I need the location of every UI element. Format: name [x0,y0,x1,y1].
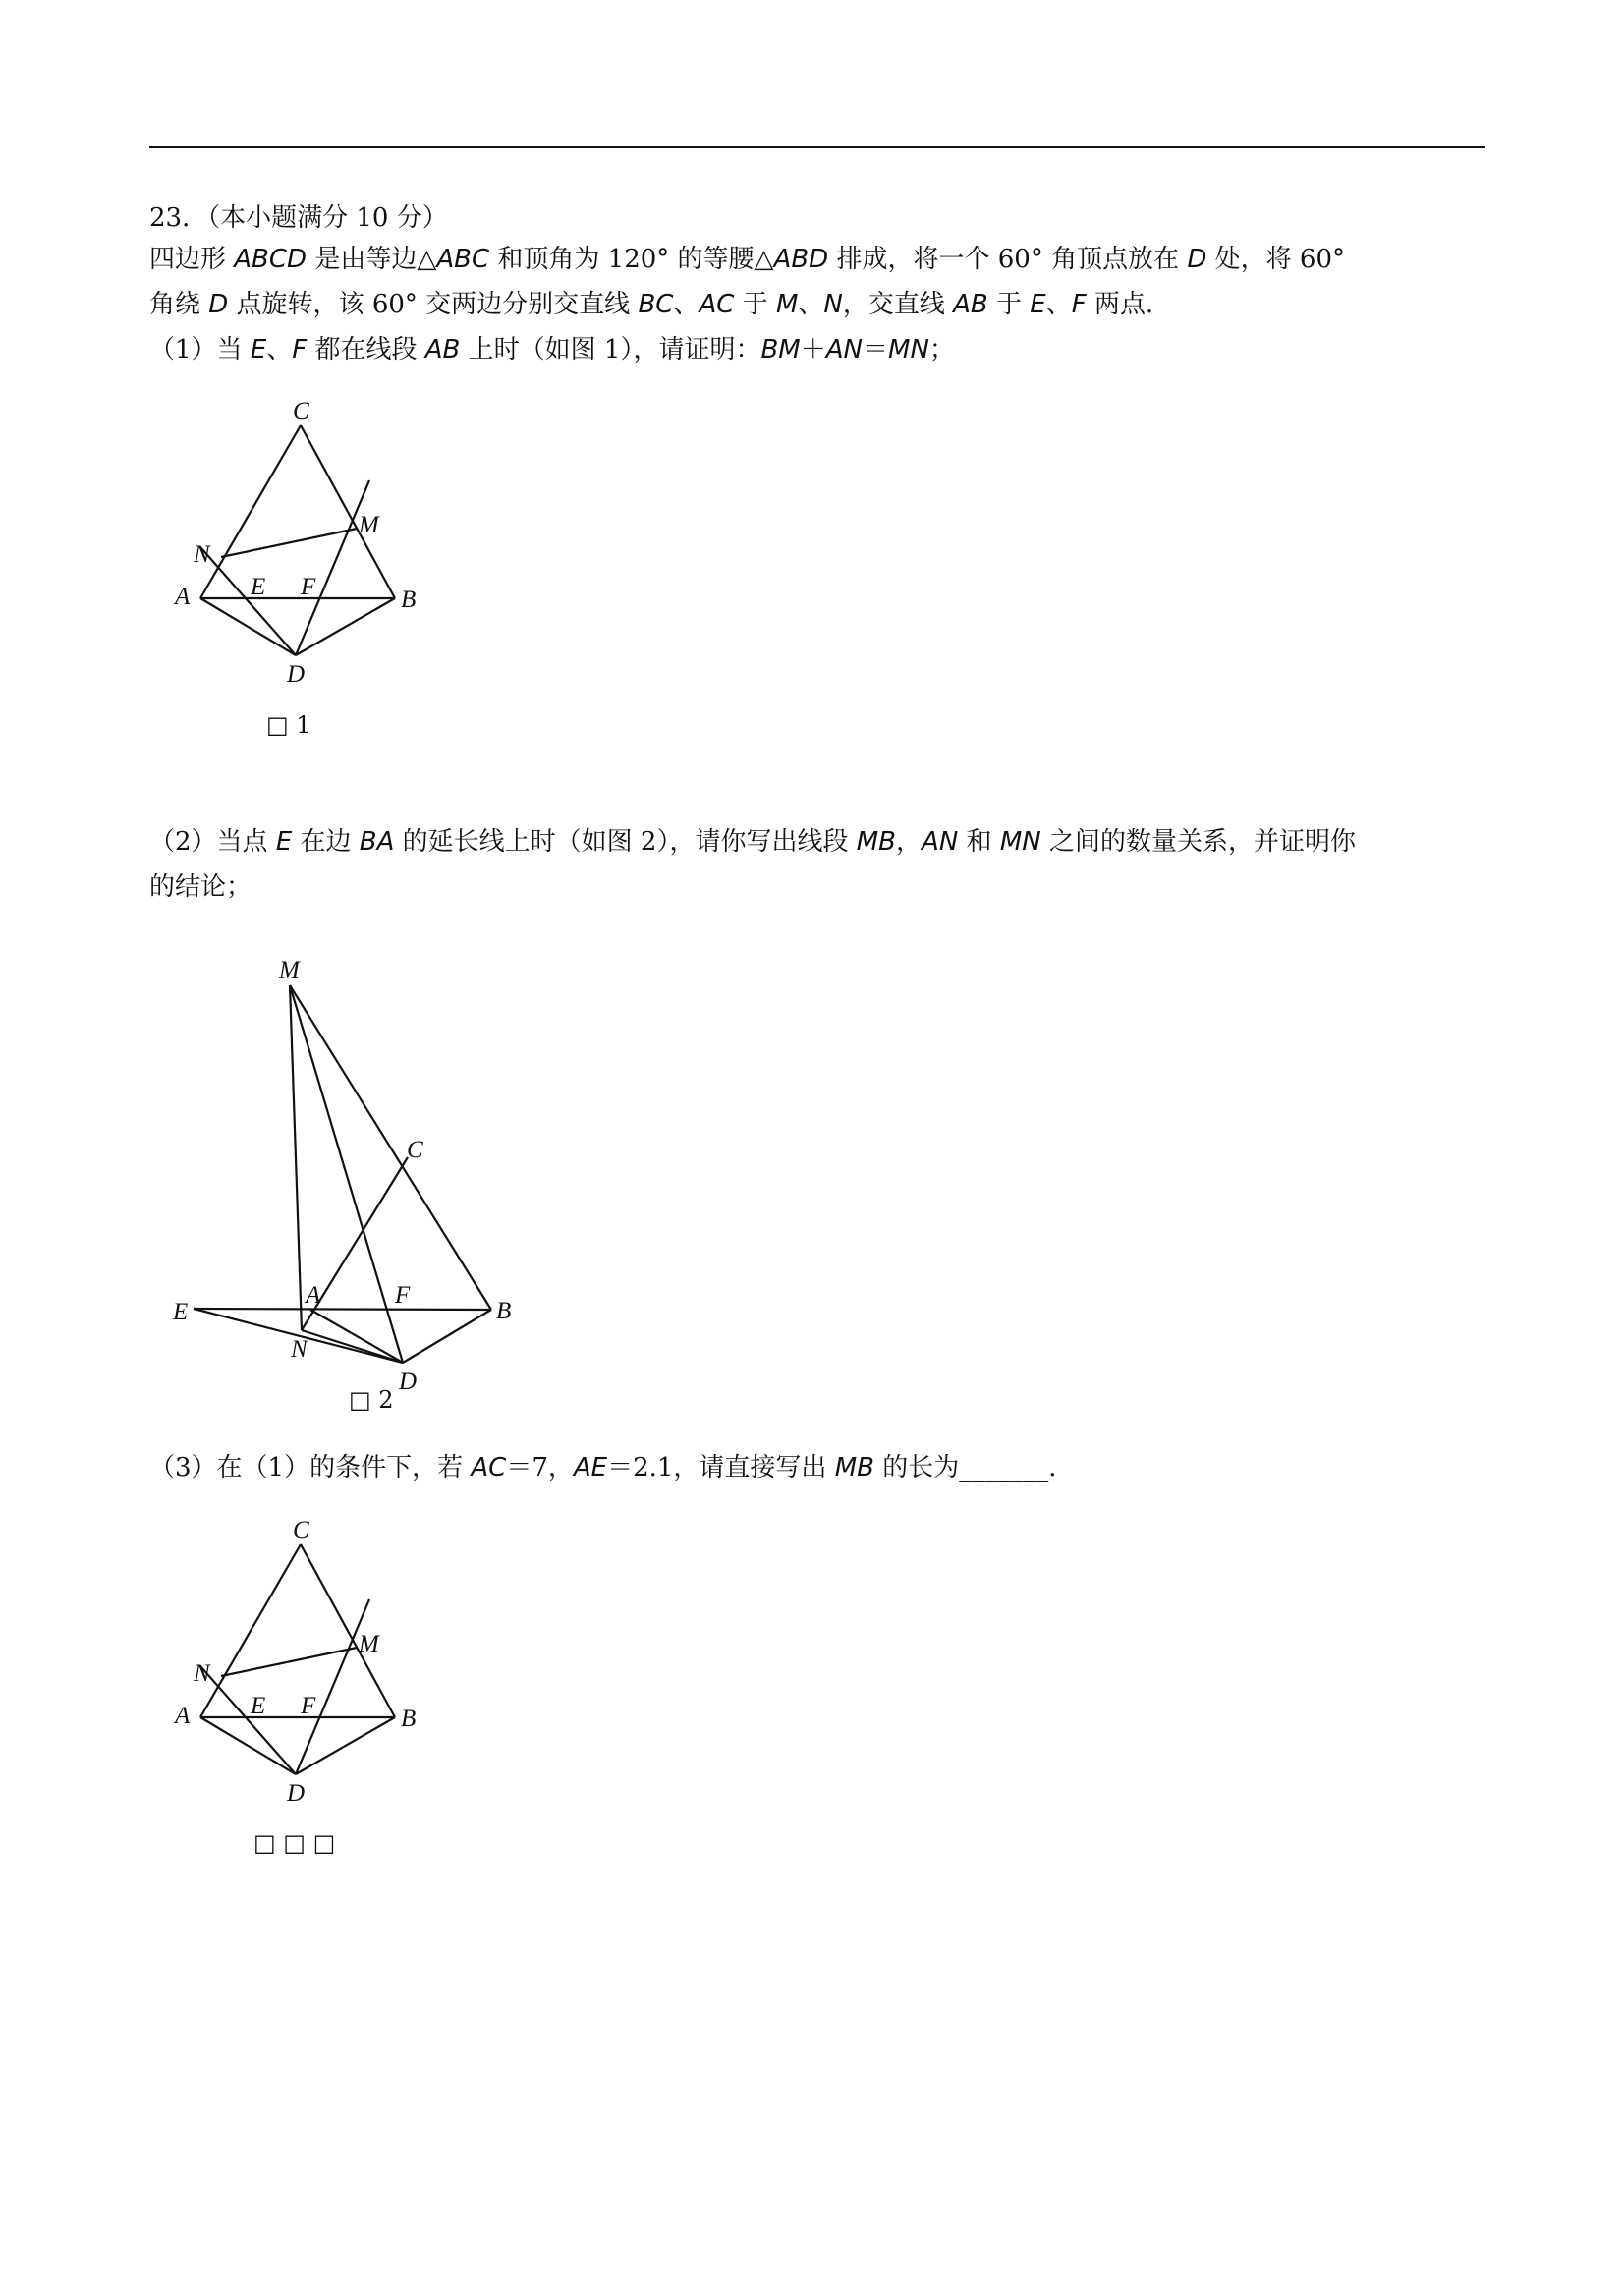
text-segment: 处，将 60° [1206,245,1346,274]
text-segment: 四边形 [149,245,235,274]
text-segment: ＋ [800,335,826,364]
math-term: MB [834,1453,874,1483]
text-segment: ＝7， [506,1453,574,1483]
math-term: E [1030,290,1046,319]
text-segment: 在边 [292,827,360,857]
figure-3-caption: □ □ □ [253,1829,336,1857]
fig3-label-B: B [401,1706,417,1732]
fig1-label-E: E [251,574,266,600]
problem-intro-line-1 [149,240,1345,279]
text-segment: （1）当 [149,335,251,364]
figure-3-diagram [167,1517,432,1812]
text-segment: 的结论； [149,872,252,902]
text-segment: 、 [798,290,824,319]
fig3-label-N: N [194,1660,210,1687]
part-1-question [149,330,955,369]
math-term: D [1187,245,1207,274]
fig1-label-D: D [287,661,306,688]
math-term: MB [856,827,897,857]
text-segment: 排成，将一个 60° 角顶点放在 [828,245,1188,274]
fig1-label-N: N [194,541,210,568]
text-segment: 是由等边△ [307,245,437,274]
problem-points: （本小题满分 10 分） [207,203,448,233]
math-term: AE [573,1453,608,1483]
math-term: ABC [436,245,490,274]
fig3-label-M: M [359,1631,379,1657]
text-segment: 角绕 [149,290,209,319]
math-term: ABCD [234,245,308,274]
fig2-label-F: F [395,1282,411,1309]
figure-1-caption: □ 1 [266,711,311,739]
figure-2-caption: □ 2 [349,1386,394,1414]
text-segment: ，交直线 [842,290,954,319]
math-term: E [250,335,267,364]
part-3-question [149,1448,1074,1487]
part-2-question-line-2 [149,868,252,907]
math-term: MN [999,827,1041,857]
fig1-label-B: B [401,587,417,613]
fig2-label-E: E [173,1299,189,1325]
fig1-label-C: C [293,398,309,424]
fig1-label-A: A [175,584,191,610]
problem-number: 23． [149,203,208,233]
figure-2-diagram [167,928,531,1400]
math-term: N [823,290,843,319]
text-segment: ， [896,827,923,857]
math-term: BC [638,290,674,319]
math-term: BM [760,335,801,364]
text-segment: 之间的数量关系，并证明你 [1040,827,1356,857]
fig2-label-C: C [407,1137,423,1163]
text-segment: 的延长线上时（如图 2），请你写出线段 [394,827,857,857]
fig2-label-B: B [496,1298,512,1324]
part-2-question-line-1 [149,822,1356,862]
math-term: M [775,290,799,319]
math-term: AB [953,290,988,319]
math-term: AC [471,1453,507,1483]
math-term: F [292,335,308,364]
fig3-label-D: D [287,1780,306,1807]
figure-1 [167,398,432,697]
math-term: AN [922,827,959,857]
math-term: MN [888,335,929,364]
fig2-label-D: D [399,1369,418,1395]
fig3-label-C: C [293,1517,309,1543]
text-segment: 、 [266,335,293,364]
math-term: D [208,290,229,319]
math-term: ABD [773,245,829,274]
text-segment: ； [928,335,955,364]
fig2-label-N: N [291,1336,308,1363]
fig3-label-F: F [301,1693,316,1719]
text-segment: ＝ [863,335,889,364]
math-term: E [275,827,293,857]
figure-2 [167,928,531,1404]
text-segment: 、 [1045,290,1072,319]
text-segment: 于 [987,290,1031,319]
text-segment: 两点． [1086,290,1171,319]
math-term: BA [359,827,395,857]
text-segment: （2）当点 [149,827,276,857]
text-segment: 和顶角为 120° 的等腰△ [489,245,774,274]
math-term: AB [424,335,461,364]
fig3-label-E: E [251,1693,266,1719]
figure-3 [167,1517,432,1816]
text-segment: 都在线段 [307,335,425,364]
text-segment: （3）在（1）的条件下，若 [149,1453,472,1483]
text-segment: 和 [958,827,1000,857]
text-segment: 点旋转，该 60° 交两边分别交直线 [228,290,639,319]
text-segment: 于 [734,290,776,319]
problem-intro-line-2 [149,285,1171,324]
text-segment: 的长为_______． [873,1453,1075,1483]
math-term: F [1071,290,1087,319]
math-term: AC [699,290,735,319]
fig2-label-A: A [306,1282,321,1309]
text-segment: 、 [673,290,700,319]
fig2-label-M: M [279,957,300,983]
math-term: AN [825,335,864,364]
fig3-label-A: A [175,1703,191,1729]
problem-heading [149,198,448,238]
fig1-label-F: F [301,574,316,600]
header-rule [149,146,1485,148]
text-segment: ＝2.1，请直接写出 [607,1453,835,1483]
fig1-label-M: M [359,512,379,538]
text-segment: 上时（如图 1），请证明： [460,335,761,364]
figure-1-diagram [167,398,432,693]
